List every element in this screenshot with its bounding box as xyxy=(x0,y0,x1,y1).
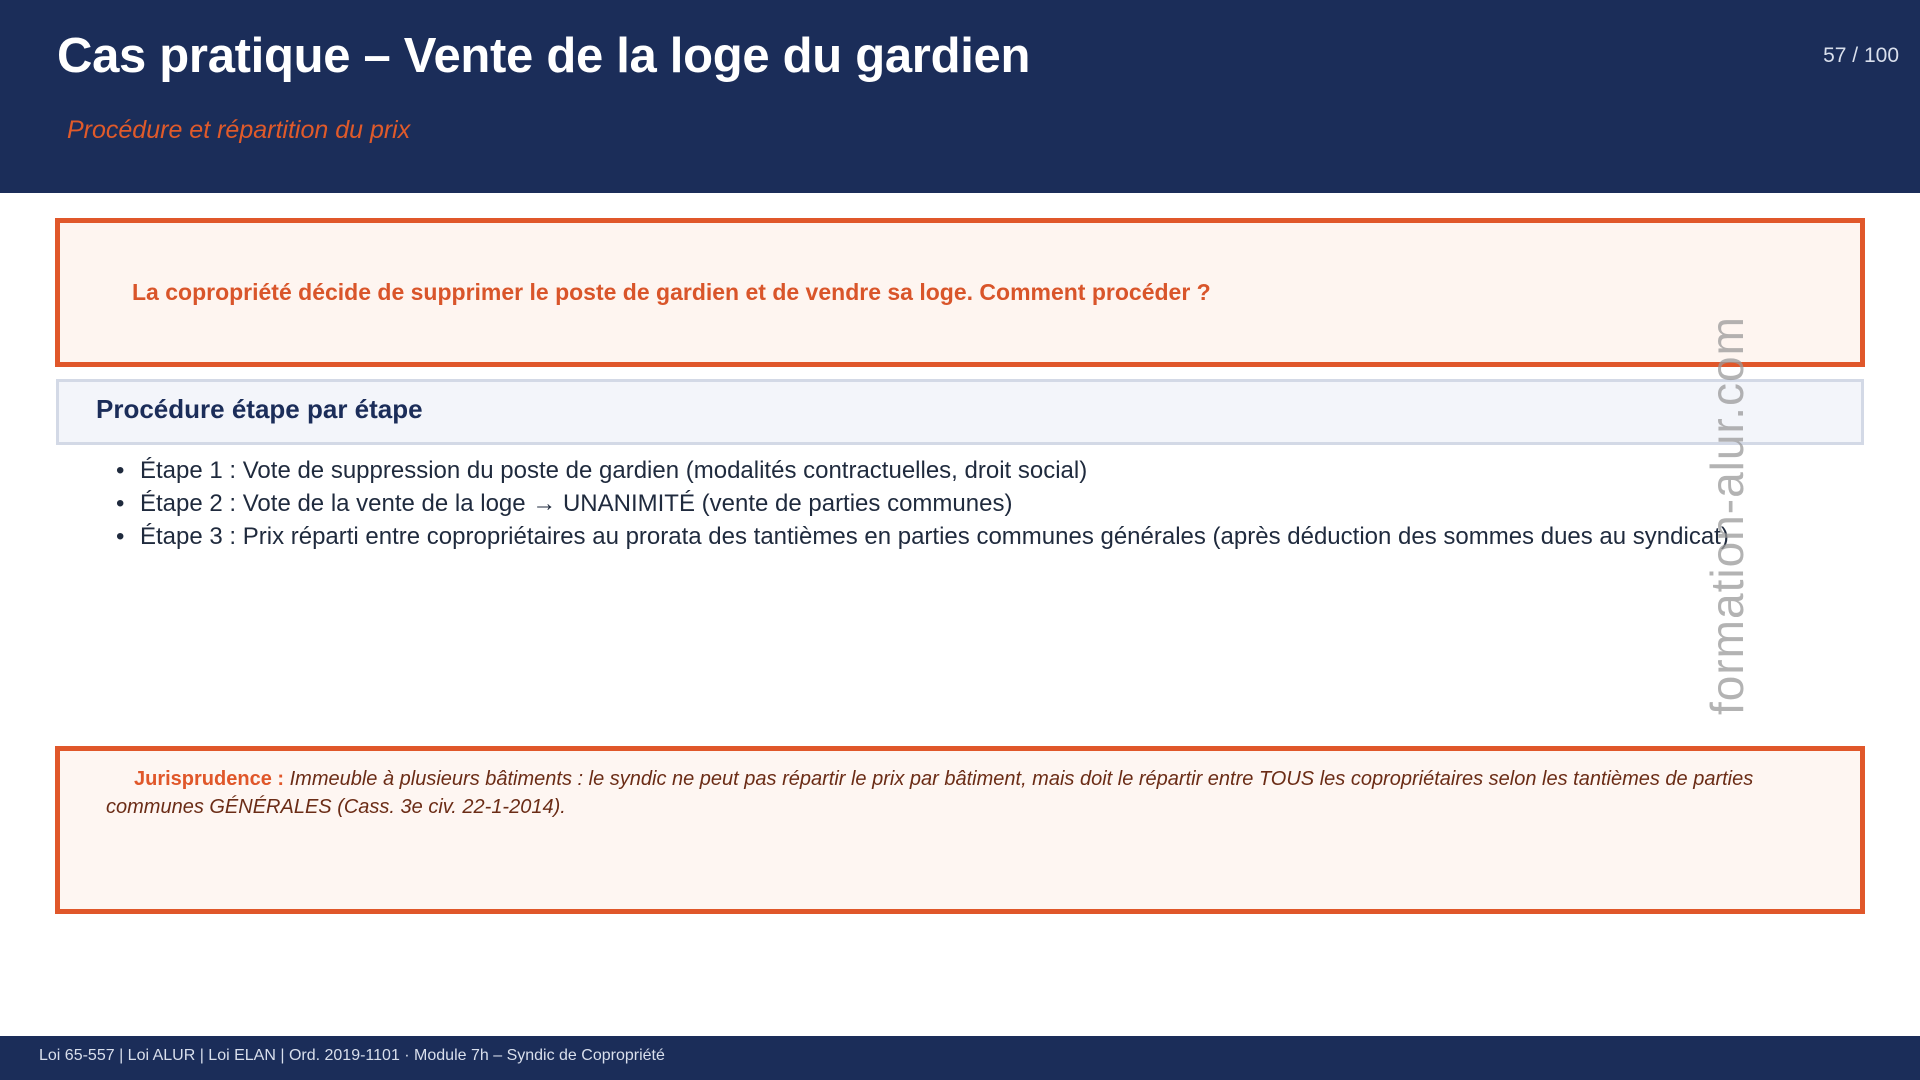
slide-header xyxy=(0,0,1920,193)
list-item xyxy=(116,454,1729,487)
procedure-section-header xyxy=(56,379,1864,445)
bullet-icon: • xyxy=(116,457,125,484)
slide-subtitle: Procédure et répartition du prix xyxy=(67,116,411,144)
procedure-steps-list xyxy=(116,454,1729,553)
question-callout xyxy=(55,218,1865,367)
step-text: Étape 3 : Prix réparti entre copropriétaires au prorata des tantièmes en parties communes générales (après déduction des sommes dues au syndicat) xyxy=(140,523,1729,550)
jurisprudence-paragraph xyxy=(106,765,1816,821)
step-text: Étape 2 : Vote de la vente de la loge → UNANIMITÉ (vente de parties communes) xyxy=(140,490,1013,517)
bullet-icon: • xyxy=(116,490,125,517)
slide-title: Cas pratique – Vente de la loge du gardien xyxy=(57,29,1031,83)
list-item xyxy=(116,487,1729,520)
watermark: formation-alur.com xyxy=(1701,316,1753,715)
step-text: Étape 1 : Vote de suppression du poste de gardien (modalités contractuelles, droit social) xyxy=(140,457,1088,484)
jurisprudence-text: Immeuble à plusieurs bâtiments : le syndic ne peut pas répartir le prix par bâtiment, mais doit le répartir entre TOUS les copropriétaires selon les tantièmes de parties communes GÉNÉRALES (Cass. 3e civ. 22-1-2014). xyxy=(106,768,1754,818)
page-indicator: 57 / 100 xyxy=(1823,44,1899,67)
slide-footer xyxy=(0,1036,1920,1080)
jurisprudence-label: Jurisprudence : xyxy=(134,768,285,790)
bullet-icon: • xyxy=(116,523,125,550)
procedure-title: Procédure étape par étape xyxy=(96,394,423,424)
footer-text: Loi 65-557 | Loi ALUR | Loi ELAN | Ord. 2019-1101 · Module 7h – Syndic de Copropriété xyxy=(39,1047,665,1064)
jurisprudence-callout xyxy=(55,746,1865,914)
list-item xyxy=(116,520,1729,553)
question-text: La copropriété décide de supprimer le poste de gardien et de vendre sa loge. Comment procéder ? xyxy=(132,279,1211,305)
